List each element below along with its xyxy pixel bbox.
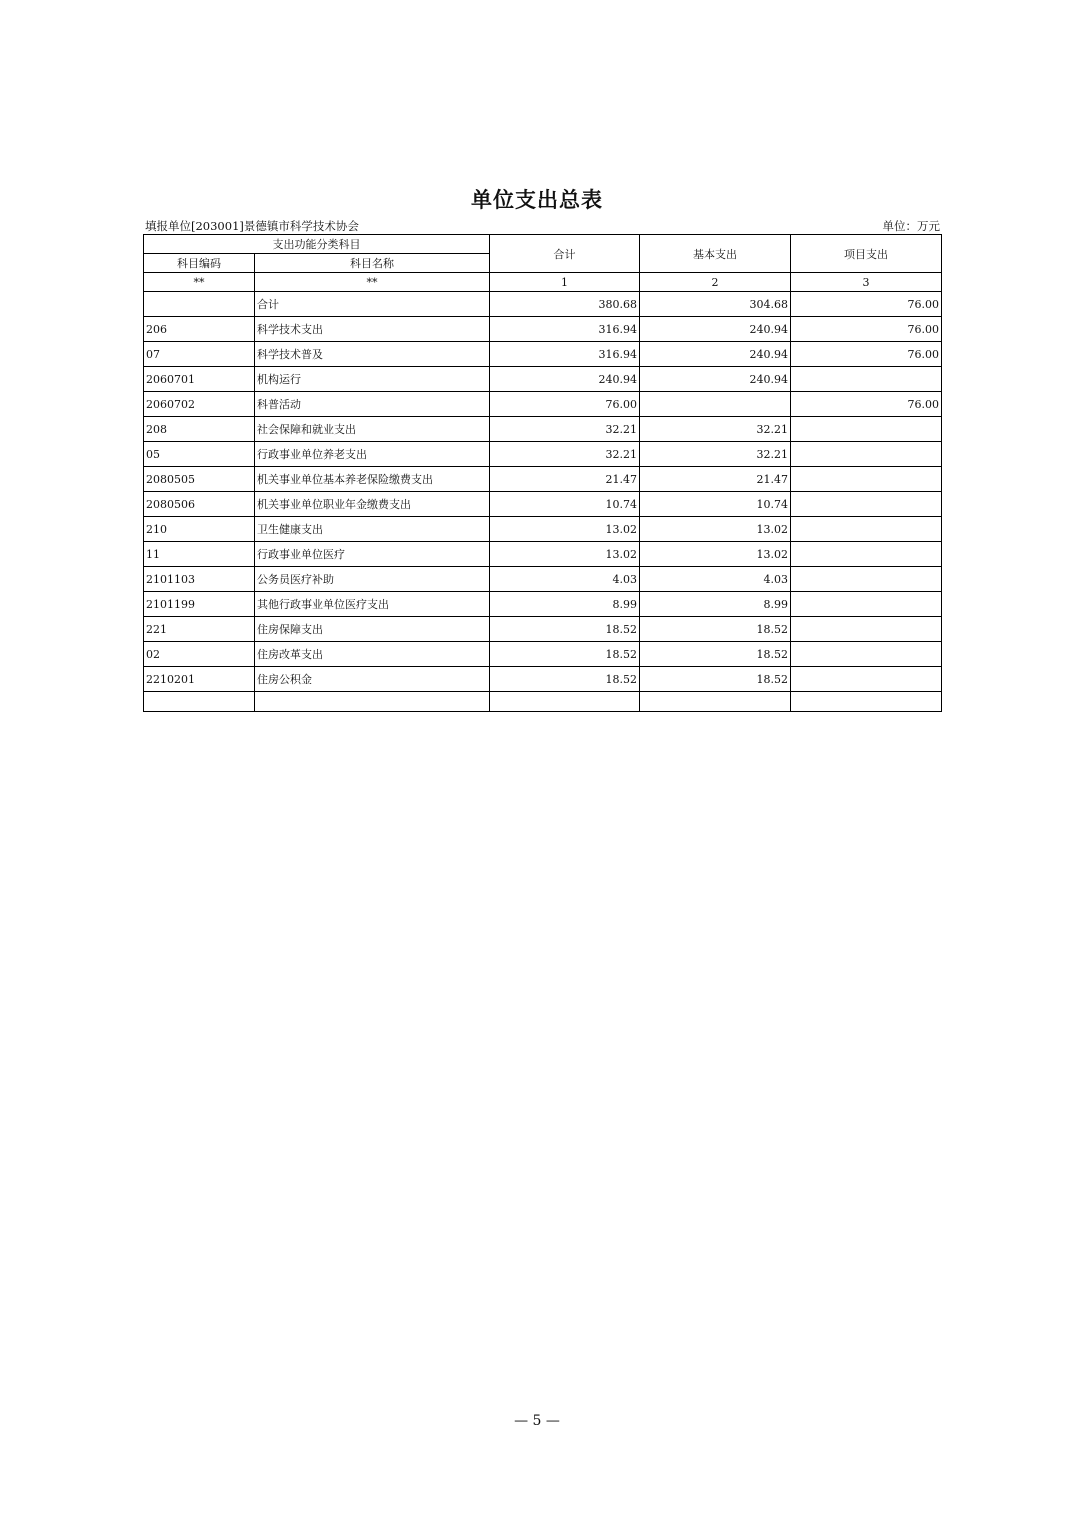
unit-label: 单位：万元 [882,219,940,233]
header-code-mark: ** [144,273,255,292]
row-project: 76.00 [791,292,942,317]
row-code: 210 [144,517,255,542]
table-row [144,342,942,367]
row-project [791,517,942,542]
table-row [144,542,942,567]
row-total: 4.03 [490,567,640,592]
row-project [791,367,942,392]
row-code: 206 [144,317,255,342]
row-basic: 240.94 [640,342,791,367]
header-total-index: 1 [490,273,640,292]
empty-cell [640,692,791,712]
row-name: 行政事业单位医疗 [255,542,490,567]
row-basic: 304.68 [640,292,791,317]
row-total: 13.02 [490,517,640,542]
table-row [144,467,942,492]
row-name: 机构运行 [255,367,490,392]
row-total: 76.00 [490,392,640,417]
row-total: 316.94 [490,342,640,367]
row-code: 2080505 [144,467,255,492]
header-name: 科目名称 [255,254,490,273]
header-code: 科目编码 [144,254,255,273]
row-code: 2060702 [144,392,255,417]
row-name: 行政事业单位养老支出 [255,442,490,467]
table-row [144,517,942,542]
row-name: 住房保障支出 [255,617,490,642]
table-row [144,567,942,592]
row-name: 科学技术普及 [255,342,490,367]
reporting-unit: 填报单位[203001]景德镇市科学技术协会 [145,219,359,233]
page-number: — 5 — [514,1413,560,1429]
empty-cell [144,692,255,712]
row-basic: 240.94 [640,317,791,342]
table-row [144,492,942,517]
row-basic: 13.02 [640,517,791,542]
row-total: 10.74 [490,492,640,517]
page-title: 单位支出总表 [471,187,603,212]
table-row [144,417,942,442]
row-code: 221 [144,617,255,642]
row-code: 208 [144,417,255,442]
row-total: 18.52 [490,617,640,642]
row-code: 2210201 [144,667,255,692]
row-code [144,292,255,317]
row-project [791,542,942,567]
row-total: 8.99 [490,592,640,617]
empty-cell [791,692,942,712]
row-name: 住房公积金 [255,667,490,692]
row-total: 240.94 [490,367,640,392]
header-basic-index: 2 [640,273,791,292]
table-row [144,292,942,317]
row-name: 其他行政事业单位医疗支出 [255,592,490,617]
expenditure-table [143,234,942,712]
table-row [144,442,942,467]
row-basic: 18.52 [640,667,791,692]
row-code: 05 [144,442,255,467]
row-project [791,592,942,617]
header-total: 合计 [490,235,640,273]
header-row-1 [144,235,942,254]
header-project: 项目支出 [791,235,942,273]
row-project: 76.00 [791,317,942,342]
table-row [144,642,942,667]
table-row-empty [144,692,942,712]
row-project [791,642,942,667]
row-total: 380.68 [490,292,640,317]
header-group: 支出功能分类科目 [144,235,490,254]
table-row [144,317,942,342]
row-project [791,667,942,692]
row-total: 316.94 [490,317,640,342]
row-total: 32.21 [490,442,640,467]
row-basic [640,392,791,417]
row-code: 07 [144,342,255,367]
table-row [144,367,942,392]
header-name-mark: ** [255,273,490,292]
row-total: 32.21 [490,417,640,442]
row-project [791,467,942,492]
table-row [144,617,942,642]
header-row-3 [144,273,942,292]
row-total: 18.52 [490,667,640,692]
row-name: 社会保障和就业支出 [255,417,490,442]
row-total: 18.52 [490,642,640,667]
row-code: 2101103 [144,567,255,592]
row-code: 11 [144,542,255,567]
row-project [791,567,942,592]
row-code: 2080506 [144,492,255,517]
empty-cell [490,692,640,712]
row-name: 卫生健康支出 [255,517,490,542]
row-basic: 18.52 [640,617,791,642]
row-name: 合计 [255,292,490,317]
row-name: 机关事业单位职业年金缴费支出 [255,492,490,517]
row-basic: 13.02 [640,542,791,567]
row-basic: 4.03 [640,567,791,592]
row-name: 科学技术支出 [255,317,490,342]
row-code: 2101199 [144,592,255,617]
row-basic: 18.52 [640,642,791,667]
row-basic: 32.21 [640,442,791,467]
row-total: 21.47 [490,467,640,492]
row-project: 76.00 [791,392,942,417]
row-project [791,617,942,642]
header-basic: 基本支出 [640,235,791,273]
empty-cell [255,692,490,712]
row-basic: 10.74 [640,492,791,517]
table-row [144,392,942,417]
row-total: 13.02 [490,542,640,567]
row-name: 公务员医疗补助 [255,567,490,592]
row-basic: 240.94 [640,367,791,392]
table-row [144,592,942,617]
row-project [791,442,942,467]
table-row [144,667,942,692]
row-name: 科普活动 [255,392,490,417]
row-code: 2060701 [144,367,255,392]
header-project-index: 3 [791,273,942,292]
row-code: 02 [144,642,255,667]
row-project [791,492,942,517]
row-name: 住房改革支出 [255,642,490,667]
row-project: 76.00 [791,342,942,367]
row-basic: 32.21 [640,417,791,442]
row-project [791,417,942,442]
row-name: 机关事业单位基本养老保险缴费支出 [255,467,490,492]
row-basic: 21.47 [640,467,791,492]
row-basic: 8.99 [640,592,791,617]
